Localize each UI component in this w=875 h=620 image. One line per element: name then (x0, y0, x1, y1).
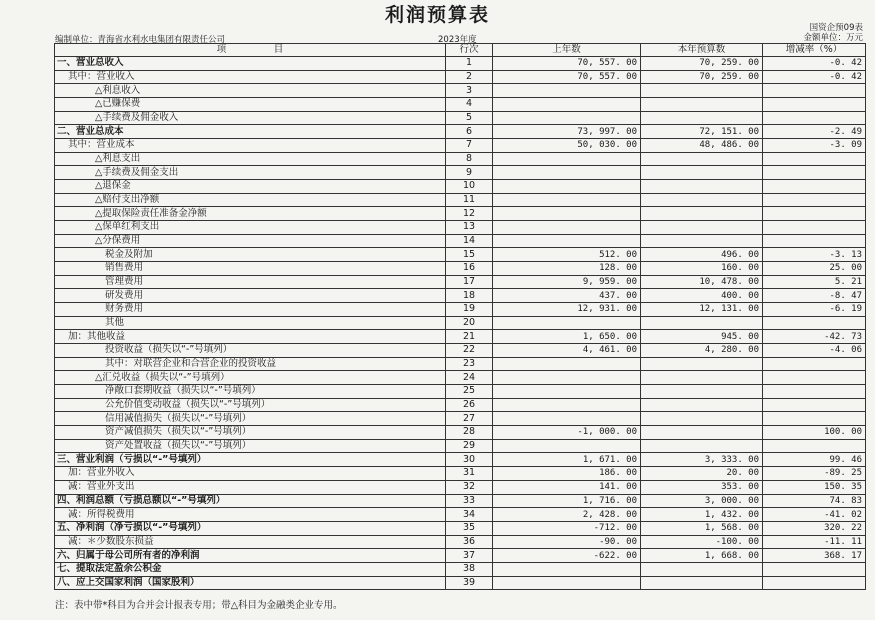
row-curr-value (641, 316, 763, 330)
row-curr-value (641, 111, 763, 125)
row-change-rate (763, 111, 866, 125)
row-seq: 2 (446, 70, 493, 84)
row-curr-value: -100. 00 (641, 535, 763, 549)
table-row (55, 385, 866, 399)
row-prev-value: -712. 00 (493, 521, 641, 535)
table-row (55, 494, 866, 508)
table-row (55, 439, 866, 453)
row-prev-value: 4, 461. 00 (493, 344, 641, 358)
table-row (55, 248, 866, 262)
row-seq: 27 (446, 412, 493, 426)
table-row (55, 453, 866, 467)
table-row (55, 508, 866, 522)
row-curr-value (641, 221, 763, 235)
row-curr-value: 72, 151. 00 (641, 125, 763, 139)
header-item: 项 目 (55, 44, 446, 57)
row-item: 财务费用 (55, 303, 446, 317)
row-seq: 34 (446, 508, 493, 522)
row-item: △利息收入 (55, 84, 446, 98)
row-prev-value (493, 207, 641, 221)
table-row (55, 303, 866, 317)
row-change-rate: 368. 17 (763, 549, 866, 563)
row-seq: 30 (446, 453, 493, 467)
row-change-rate: 5. 21 (763, 275, 866, 289)
row-curr-value: 12, 131. 00 (641, 303, 763, 317)
row-item: 二、营业总成本 (55, 125, 446, 139)
row-item: 净敞口套期收益（损失以“-”号填列） (55, 385, 446, 399)
row-prev-value (493, 357, 641, 371)
row-item: 加：营业外收入 (55, 467, 446, 481)
row-prev-value (493, 111, 641, 125)
row-change-rate: -3. 09 (763, 139, 866, 153)
row-change-rate: -41. 02 (763, 508, 866, 522)
row-item: 税金及附加 (55, 248, 446, 262)
row-prev-value: -1, 000. 00 (493, 426, 641, 440)
row-prev-value: 73, 997. 00 (493, 125, 641, 139)
table-row (55, 426, 866, 440)
page-title: 利润预算表 (384, 4, 490, 26)
row-curr-value (641, 371, 763, 385)
row-item: 六、归属于母公司所有者的净利润 (55, 549, 446, 563)
table-row (55, 521, 866, 535)
row-curr-value (641, 576, 763, 590)
row-prev-value (493, 412, 641, 426)
row-curr-value: 945. 00 (641, 330, 763, 344)
table-row (55, 549, 866, 563)
row-seq: 10 (446, 180, 493, 194)
row-prev-value: -622. 00 (493, 549, 641, 563)
row-curr-value: 400. 00 (641, 289, 763, 303)
row-change-rate (763, 152, 866, 166)
row-seq: 23 (446, 357, 493, 371)
row-prev-value (493, 193, 641, 207)
row-prev-value: 1, 716. 00 (493, 494, 641, 508)
row-change-rate (763, 412, 866, 426)
row-seq: 31 (446, 467, 493, 481)
table-row (55, 234, 866, 248)
table-row (55, 207, 866, 221)
row-prev-value: 2, 428. 00 (493, 508, 641, 522)
row-curr-value: 1, 432. 00 (641, 508, 763, 522)
org-label: 编制单位：青海省水利水电集团有限责任公司 (55, 35, 226, 45)
row-prev-value: 512. 00 (493, 248, 641, 262)
table-row (55, 316, 866, 330)
profit-budget-table (54, 43, 866, 590)
table-row (55, 193, 866, 207)
row-change-rate: -8. 47 (763, 289, 866, 303)
table-row (55, 166, 866, 180)
row-curr-value: 3, 333. 00 (641, 453, 763, 467)
table-row (55, 535, 866, 549)
row-seq: 6 (446, 125, 493, 139)
row-item: △手续费及佣金收入 (55, 111, 446, 125)
row-change-rate (763, 371, 866, 385)
row-curr-value: 353. 00 (641, 480, 763, 494)
table-row (55, 330, 866, 344)
row-prev-value (493, 234, 641, 248)
row-change-rate (763, 180, 866, 194)
row-seq: 33 (446, 494, 493, 508)
table-row (55, 57, 866, 71)
table-row (55, 467, 866, 481)
row-change-rate (763, 234, 866, 248)
row-change-rate (763, 221, 866, 235)
row-item: 公允价值变动收益（损失以“-”号填列） (55, 398, 446, 412)
row-item: 加：其他收益 (55, 330, 446, 344)
table-row (55, 289, 866, 303)
row-item: 资产减值损失（损失以“-”号填列） (55, 426, 446, 440)
row-seq: 12 (446, 207, 493, 221)
table-row (55, 70, 866, 84)
row-item: 七、提取法定盈余公积金 (55, 562, 446, 576)
row-change-rate (763, 166, 866, 180)
table-row (55, 398, 866, 412)
row-seq: 5 (446, 111, 493, 125)
table-row (55, 98, 866, 112)
row-prev-value: 1, 671. 00 (493, 453, 641, 467)
row-item: △汇兑收益（损失以“-”号填列） (55, 371, 446, 385)
row-item: △退保金 (55, 180, 446, 194)
row-seq: 26 (446, 398, 493, 412)
row-change-rate: -11. 11 (763, 535, 866, 549)
row-seq: 20 (446, 316, 493, 330)
table-row (55, 84, 866, 98)
year-label: 2023年度 (438, 35, 477, 45)
row-change-rate: 74. 83 (763, 494, 866, 508)
row-change-rate (763, 385, 866, 399)
row-change-rate: -2. 49 (763, 125, 866, 139)
row-change-rate (763, 398, 866, 412)
row-curr-value (641, 562, 763, 576)
row-curr-value (641, 426, 763, 440)
row-curr-value (641, 357, 763, 371)
row-item: 八、应上交国家利润（国家股利） (55, 576, 446, 590)
table-row (55, 371, 866, 385)
row-change-rate (763, 439, 866, 453)
header-rate: 增减率（%） (763, 44, 866, 57)
row-curr-value (641, 180, 763, 194)
row-prev-value: 9, 959. 00 (493, 275, 641, 289)
row-seq: 14 (446, 234, 493, 248)
row-curr-value: 1, 668. 00 (641, 549, 763, 563)
row-curr-value (641, 398, 763, 412)
row-seq: 21 (446, 330, 493, 344)
table-row (55, 125, 866, 139)
table-row (55, 344, 866, 358)
header-prev: 上年数 (493, 44, 641, 57)
row-curr-value: 48, 486. 00 (641, 139, 763, 153)
row-seq: 22 (446, 344, 493, 358)
row-prev-value: 1, 650. 00 (493, 330, 641, 344)
row-change-rate: -0. 42 (763, 57, 866, 71)
row-curr-value (641, 193, 763, 207)
row-prev-value (493, 385, 641, 399)
row-seq: 18 (446, 289, 493, 303)
row-prev-value: 437. 00 (493, 289, 641, 303)
row-prev-value: 50, 030. 00 (493, 139, 641, 153)
row-item: 五、净利润（净亏损以“-”号填列） (55, 521, 446, 535)
row-curr-value: 4, 280. 00 (641, 344, 763, 358)
table-row (55, 111, 866, 125)
row-change-rate: 100. 00 (763, 426, 866, 440)
row-curr-value (641, 152, 763, 166)
row-prev-value (493, 398, 641, 412)
row-item: 减：营业外支出 (55, 480, 446, 494)
row-change-rate: -42. 73 (763, 330, 866, 344)
row-item: △利息支出 (55, 152, 446, 166)
row-item: △分保费用 (55, 234, 446, 248)
row-curr-value: 1, 568. 00 (641, 521, 763, 535)
row-seq: 28 (446, 426, 493, 440)
row-seq: 36 (446, 535, 493, 549)
row-seq: 38 (446, 562, 493, 576)
row-item: △提取保险责任准备金净额 (55, 207, 446, 221)
row-change-rate: -3. 13 (763, 248, 866, 262)
unit-label: 金额单位：万元 (803, 33, 863, 43)
row-curr-value (641, 207, 763, 221)
row-seq: 4 (446, 98, 493, 112)
row-seq: 8 (446, 152, 493, 166)
row-curr-value: 160. 00 (641, 262, 763, 276)
header-seq: 行次 (446, 44, 493, 57)
row-change-rate (763, 84, 866, 98)
row-curr-value: 3, 000. 00 (641, 494, 763, 508)
row-curr-value (641, 412, 763, 426)
row-seq: 32 (446, 480, 493, 494)
row-seq: 15 (446, 248, 493, 262)
row-curr-value (641, 166, 763, 180)
row-seq: 11 (446, 193, 493, 207)
row-item: 减：＊少数股东损益 (55, 535, 446, 549)
row-item: △已赚保费 (55, 98, 446, 112)
row-change-rate: -89. 25 (763, 467, 866, 481)
table-row (55, 180, 866, 194)
table-row (55, 139, 866, 153)
row-prev-value: 141. 00 (493, 480, 641, 494)
row-prev-value (493, 166, 641, 180)
row-curr-value (641, 98, 763, 112)
row-prev-value: 70, 557. 00 (493, 57, 641, 71)
form-code: 国资企预09表 (809, 23, 863, 33)
table-row (55, 275, 866, 289)
row-item: 管理费用 (55, 275, 446, 289)
row-item: 研发费用 (55, 289, 446, 303)
row-curr-value (641, 385, 763, 399)
table-row (55, 262, 866, 276)
row-curr-value (641, 84, 763, 98)
row-seq: 17 (446, 275, 493, 289)
row-change-rate (763, 357, 866, 371)
row-item: 信用减值损失（损失以“-”号填列） (55, 412, 446, 426)
row-change-rate (763, 207, 866, 221)
row-item: 其中：对联营企业和合营企业的投资收益 (55, 357, 446, 371)
table-row (55, 576, 866, 590)
row-seq: 24 (446, 371, 493, 385)
row-change-rate (763, 316, 866, 330)
row-seq: 37 (446, 549, 493, 563)
row-prev-value (493, 562, 641, 576)
row-item: 三、营业利润（亏损以“-”号填列） (55, 453, 446, 467)
row-change-rate (763, 562, 866, 576)
row-change-rate: -4. 06 (763, 344, 866, 358)
row-curr-value: 20. 00 (641, 467, 763, 481)
row-prev-value (493, 98, 641, 112)
row-change-rate: -6. 19 (763, 303, 866, 317)
row-prev-value (493, 84, 641, 98)
row-seq: 13 (446, 221, 493, 235)
row-change-rate: 150. 35 (763, 480, 866, 494)
row-seq: 29 (446, 439, 493, 453)
row-prev-value: 186. 00 (493, 467, 641, 481)
row-item: 其他 (55, 316, 446, 330)
row-seq: 7 (446, 139, 493, 153)
table-row (55, 152, 866, 166)
row-change-rate (763, 576, 866, 590)
row-curr-value: 10, 478. 00 (641, 275, 763, 289)
row-prev-value (493, 439, 641, 453)
row-seq: 9 (446, 166, 493, 180)
row-seq: 16 (446, 262, 493, 276)
row-seq: 35 (446, 521, 493, 535)
row-change-rate (763, 193, 866, 207)
table-row (55, 480, 866, 494)
row-prev-value (493, 152, 641, 166)
row-item: 销售费用 (55, 262, 446, 276)
row-curr-value (641, 439, 763, 453)
table-row (55, 562, 866, 576)
row-change-rate (763, 98, 866, 112)
row-item: 其中：营业成本 (55, 139, 446, 153)
row-prev-value (493, 180, 641, 194)
row-prev-value: -90. 00 (493, 535, 641, 549)
row-seq: 3 (446, 84, 493, 98)
row-seq: 39 (446, 576, 493, 590)
table-row (55, 357, 866, 371)
row-item: 其中：营业收入 (55, 70, 446, 84)
row-item: 四、利润总额（亏损总额以“-”号填列） (55, 494, 446, 508)
row-prev-value (493, 576, 641, 590)
row-curr-value: 496. 00 (641, 248, 763, 262)
row-item: △手续费及佣金支出 (55, 166, 446, 180)
row-seq: 1 (446, 57, 493, 71)
table-row (55, 221, 866, 235)
row-prev-value: 70, 557. 00 (493, 70, 641, 84)
row-seq: 25 (446, 385, 493, 399)
row-curr-value: 70, 259. 00 (641, 70, 763, 84)
row-change-rate: 99. 46 (763, 453, 866, 467)
row-change-rate: -0. 42 (763, 70, 866, 84)
row-change-rate: 320. 22 (763, 521, 866, 535)
row-item: 投资收益（损失以“-”号填列） (55, 344, 446, 358)
row-item: △保单红利支出 (55, 221, 446, 235)
row-curr-value: 70, 259. 00 (641, 57, 763, 71)
row-seq: 19 (446, 303, 493, 317)
row-prev-value: 128. 00 (493, 262, 641, 276)
row-item: 减：所得税费用 (55, 508, 446, 522)
row-curr-value (641, 234, 763, 248)
row-prev-value (493, 371, 641, 385)
table-header-row (55, 44, 866, 57)
row-prev-value: 12, 931. 00 (493, 303, 641, 317)
footnote: 注：表中带*科目为合并会计报表专用；带△科目为金融类企业专用。 (55, 600, 343, 611)
row-prev-value (493, 316, 641, 330)
row-item: 资产处置收益（损失以“-”号填列） (55, 439, 446, 453)
header-curr: 本年预算数 (641, 44, 763, 57)
row-change-rate: 25. 00 (763, 262, 866, 276)
row-item: 一、营业总收入 (55, 57, 446, 71)
row-prev-value (493, 221, 641, 235)
row-item: △赔付支出净额 (55, 193, 446, 207)
table-row (55, 412, 866, 426)
